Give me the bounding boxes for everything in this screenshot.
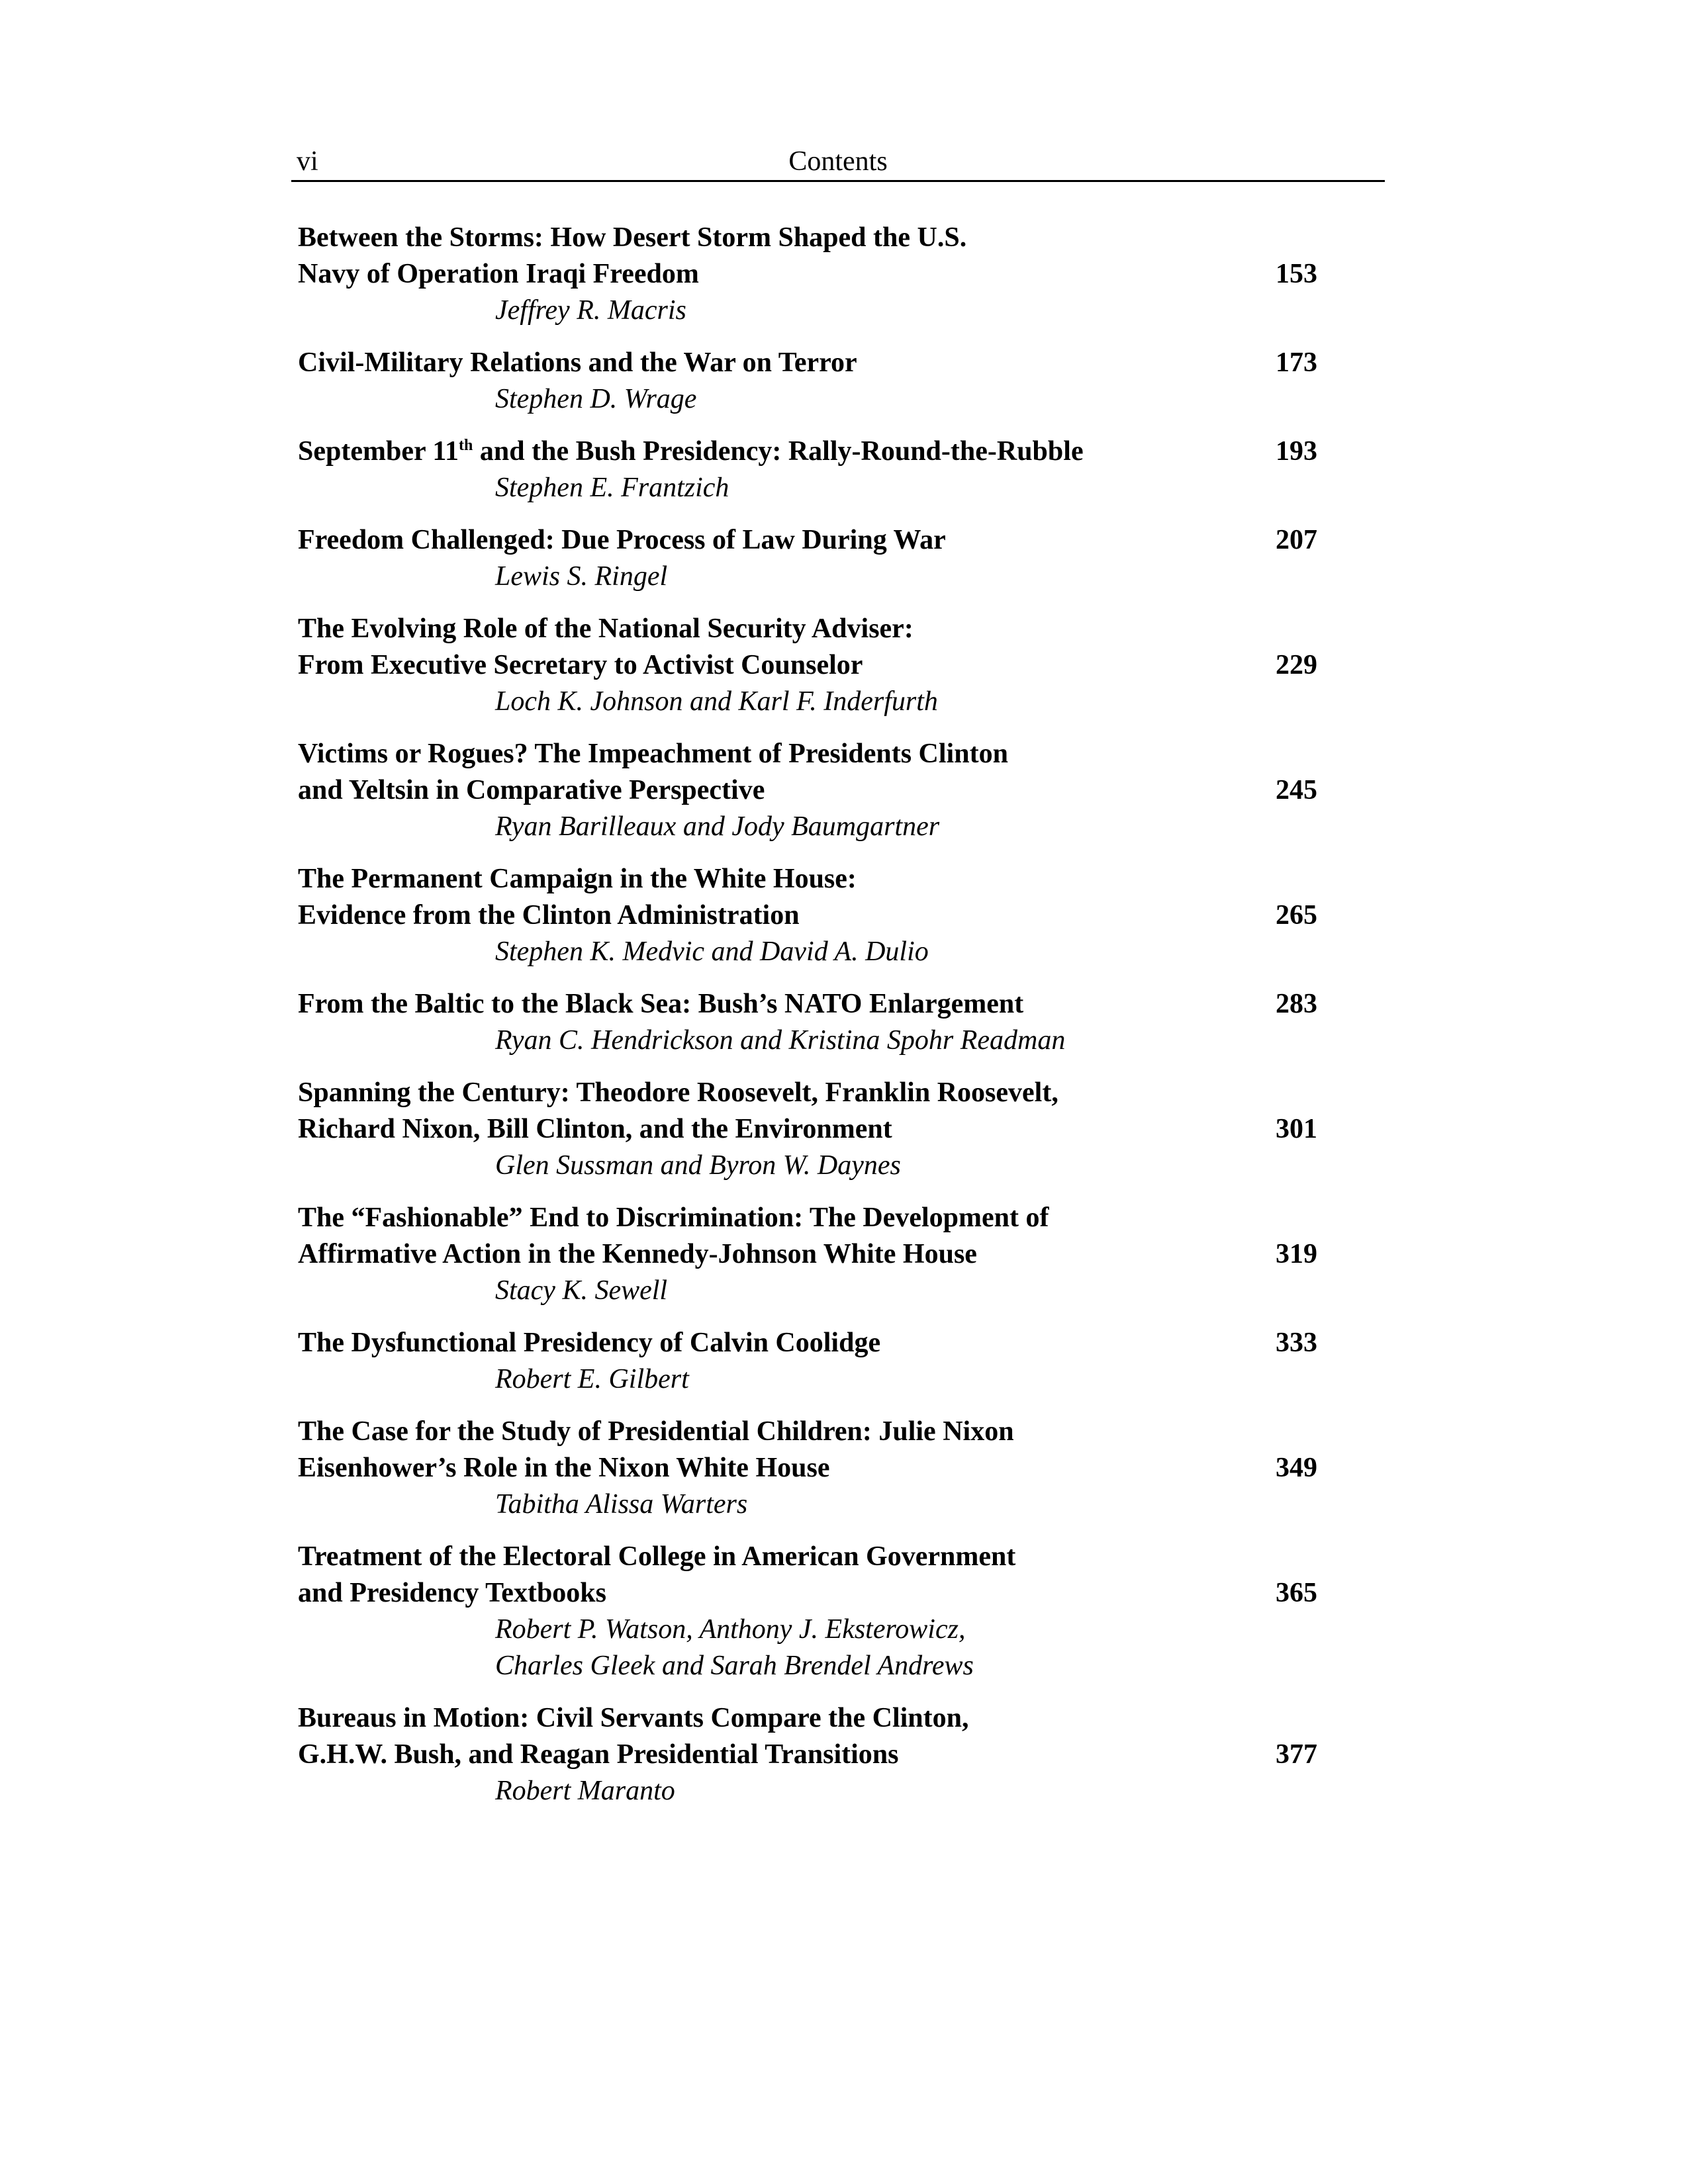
entry-page-number: 301: [1276, 1114, 1317, 1144]
toc-entry[interactable]: [298, 1075, 1357, 1184]
entry-page-number: 245: [1276, 775, 1317, 805]
entry-title-line: The “Fashionable” End to Discrimination: The Development of: [298, 1203, 1049, 1233]
entry-page-number: 173: [1276, 347, 1317, 378]
table-of-contents: [298, 220, 1357, 1825]
entry-page-number: 265: [1276, 900, 1317, 931]
entry-authors: Robert E. Gilbert: [495, 1364, 689, 1394]
entry-authors: Stacy K. Sewell: [495, 1275, 668, 1306]
entry-title-line: Between the Storms: How Desert Storm Shaped the U.S.: [298, 222, 967, 253]
toc-entry[interactable]: [298, 1200, 1357, 1309]
entry-page-number: 229: [1276, 650, 1317, 680]
running-head-title: Contents: [788, 146, 888, 177]
entry-title-line: [298, 433, 1357, 470]
toc-entry[interactable]: [298, 220, 1357, 329]
toc-entry[interactable]: [298, 522, 1357, 595]
entry-page-number: 153: [1276, 259, 1317, 289]
toc-entry[interactable]: [298, 1700, 1357, 1809]
running-header: [291, 140, 1385, 180]
entry-authors: Lewis S. Ringel: [495, 561, 668, 592]
entry-page-number: 319: [1276, 1239, 1317, 1269]
entry-title-line: G.H.W. Bush, and Reagan Presidential Transitions: [298, 1739, 899, 1770]
entry-title-line: Evidence from the Clinton Administration: [298, 900, 800, 931]
toc-entry[interactable]: [298, 345, 1357, 418]
toc-entry[interactable]: [298, 1414, 1357, 1523]
entry-title-line: From the Baltic to the Black Sea: Bush’s NATO Enlargement: [298, 989, 1024, 1019]
toc-entry[interactable]: [298, 1325, 1357, 1398]
entry-authors: Glen Sussman and Byron W. Daynes: [495, 1150, 901, 1181]
entry-page-number: 349: [1276, 1453, 1317, 1483]
entry-authors: Tabitha Alissa Warters: [495, 1489, 748, 1520]
entry-title-line: Bureaus in Motion: Civil Servants Compare the Clinton,: [298, 1703, 969, 1733]
entry-page-number: 365: [1276, 1578, 1317, 1608]
toc-entry[interactable]: [298, 433, 1357, 506]
entry-title-superscript: th: [459, 437, 473, 454]
toc-entry[interactable]: [298, 611, 1357, 720]
entry-title-line: The Evolving Role of the National Security Adviser:: [298, 614, 914, 644]
entry-title-line: Navy of Operation Iraqi Freedom: [298, 259, 699, 289]
entry-page-number: 193: [1276, 436, 1317, 467]
entry-title-line: Richard Nixon, Bill Clinton, and the Environment: [298, 1114, 892, 1144]
entry-title-line: Affirmative Action in the Kennedy-Johnson White House: [298, 1239, 977, 1269]
entry-authors: Stephen D. Wrage: [495, 384, 697, 414]
entry-page-number: 207: [1276, 525, 1317, 555]
entry-authors: Robert P. Watson, Anthony J. Eksterowicz,: [495, 1614, 966, 1645]
entry-title-line: The Dysfunctional Presidency of Calvin Coolidge: [298, 1328, 881, 1358]
entry-authors: Charles Gleek and Sarah Brendel Andrews: [495, 1651, 974, 1681]
entry-page-number: 377: [1276, 1739, 1317, 1770]
entry-title-line: and Yeltsin in Comparative Perspective: [298, 775, 765, 805]
entry-authors: Jeffrey R. Macris: [495, 295, 686, 326]
entry-page-number: 283: [1276, 989, 1317, 1019]
toc-entry[interactable]: [298, 736, 1357, 845]
entry-title-line: Civil-Military Relations and the War on Terror: [298, 347, 857, 378]
toc-entry[interactable]: [298, 1539, 1357, 1684]
entry-title-line: Eisenhower’s Role in the Nixon White House: [298, 1453, 830, 1483]
entry-title-line: and Presidency Textbooks: [298, 1578, 606, 1608]
entry-authors: Robert Maranto: [495, 1776, 675, 1806]
entry-title-line: Victims or Rogues? The Impeachment of Presidents Clinton: [298, 739, 1008, 769]
entry-title-part: September 11: [298, 436, 459, 467]
entry-title-line: The Permanent Campaign in the White House:: [298, 864, 857, 894]
entry-authors: Ryan Barilleaux and Jody Baumgartner: [495, 811, 940, 842]
entry-title-line: Freedom Challenged: Due Process of Law During War: [298, 525, 946, 555]
entry-authors: Loch K. Johnson and Karl F. Inderfurth: [495, 686, 938, 717]
entry-title-line: The Case for the Study of Presidential Children: Julie Nixon: [298, 1416, 1014, 1447]
page-folio: vi: [297, 146, 318, 177]
entry-authors: Stephen K. Medvic and David A. Dulio: [495, 936, 929, 967]
entry-title-line: Treatment of the Electoral College in American Government: [298, 1541, 1016, 1572]
entry-authors: Stephen E. Frantzich: [495, 473, 729, 503]
entry-title-line: Spanning the Century: Theodore Roosevelt, Franklin Roosevelt,: [298, 1077, 1058, 1108]
toc-entry[interactable]: [298, 986, 1357, 1059]
entry-title-part: and the Bush Presidency: Rally-Round-the-Rubble: [473, 436, 1084, 467]
header-rule: [291, 180, 1385, 182]
entry-page-number: 333: [1276, 1328, 1317, 1358]
entry-authors: Ryan C. Hendrickson and Kristina Spohr Readman: [495, 1025, 1066, 1056]
toc-entry[interactable]: [298, 861, 1357, 970]
entry-title-line: From Executive Secretary to Activist Counselor: [298, 650, 863, 680]
